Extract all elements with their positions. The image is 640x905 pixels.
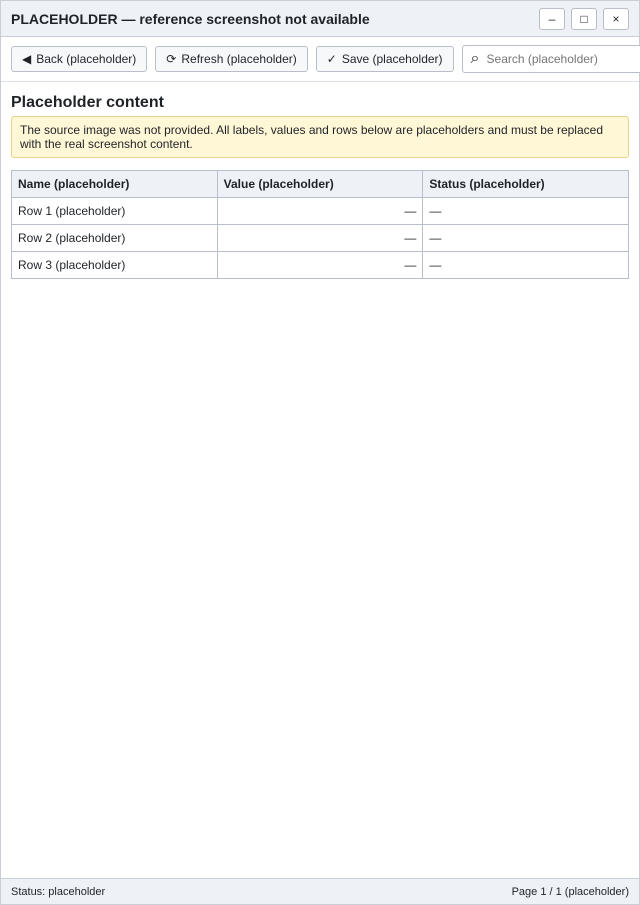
back-button[interactable] [11, 46, 147, 72]
table-header-row [12, 171, 629, 198]
table-cell: Row 3 (placeholder) [12, 252, 218, 279]
close-button[interactable]: × [603, 8, 629, 30]
save-icon: ✓ [326, 52, 337, 66]
title-bar [1, 1, 639, 37]
table-row[interactable] [12, 225, 629, 252]
main-content [1, 82, 639, 878]
table-row[interactable] [12, 198, 629, 225]
minimize-button[interactable]: – [539, 8, 565, 30]
table-cell: Row 1 (placeholder) [12, 198, 218, 225]
back-icon: ◀ [22, 52, 32, 66]
table-row[interactable] [12, 252, 629, 279]
table-cell: — [423, 252, 629, 279]
table-cell: — [217, 252, 423, 279]
maximize-button[interactable]: □ [571, 8, 597, 30]
table-cell: — [217, 198, 423, 225]
column-header[interactable]: Status (placeholder) [423, 171, 629, 198]
table-cell: Row 2 (placeholder) [12, 225, 218, 252]
placeholder-notice: The source image was not provided. All labels, values and rows below are placeholders and must be replaced with the real screenshot content. [11, 116, 629, 158]
refresh-button[interactable] [155, 46, 307, 72]
page-title: Placeholder content [11, 94, 164, 111]
search-icon: ⌕ [470, 50, 480, 67]
save-button-label: Save (placeholder) [341, 52, 443, 66]
search-input[interactable] [485, 51, 639, 67]
toolbar [1, 37, 639, 82]
back-button-label: Back (placeholder) [36, 52, 137, 66]
table-cell: — [423, 225, 629, 252]
window-controls [539, 8, 629, 30]
column-header[interactable]: Value (placeholder) [217, 171, 423, 198]
status-bar [1, 878, 639, 904]
refresh-button-label: Refresh (placeholder) [181, 52, 297, 66]
search-box[interactable] [462, 45, 640, 73]
column-header[interactable]: Name (placeholder) [12, 171, 218, 198]
refresh-icon: ⟳ [166, 52, 177, 66]
page-indicator: Page 1 / 1 (placeholder) [511, 885, 629, 898]
table-cell: — [217, 225, 423, 252]
data-table [11, 170, 629, 279]
window-title: PLACEHOLDER — reference screenshot not available [11, 10, 370, 27]
status-text: Status: placeholder [11, 885, 106, 898]
save-button[interactable] [316, 46, 454, 72]
table-cell: — [423, 198, 629, 225]
